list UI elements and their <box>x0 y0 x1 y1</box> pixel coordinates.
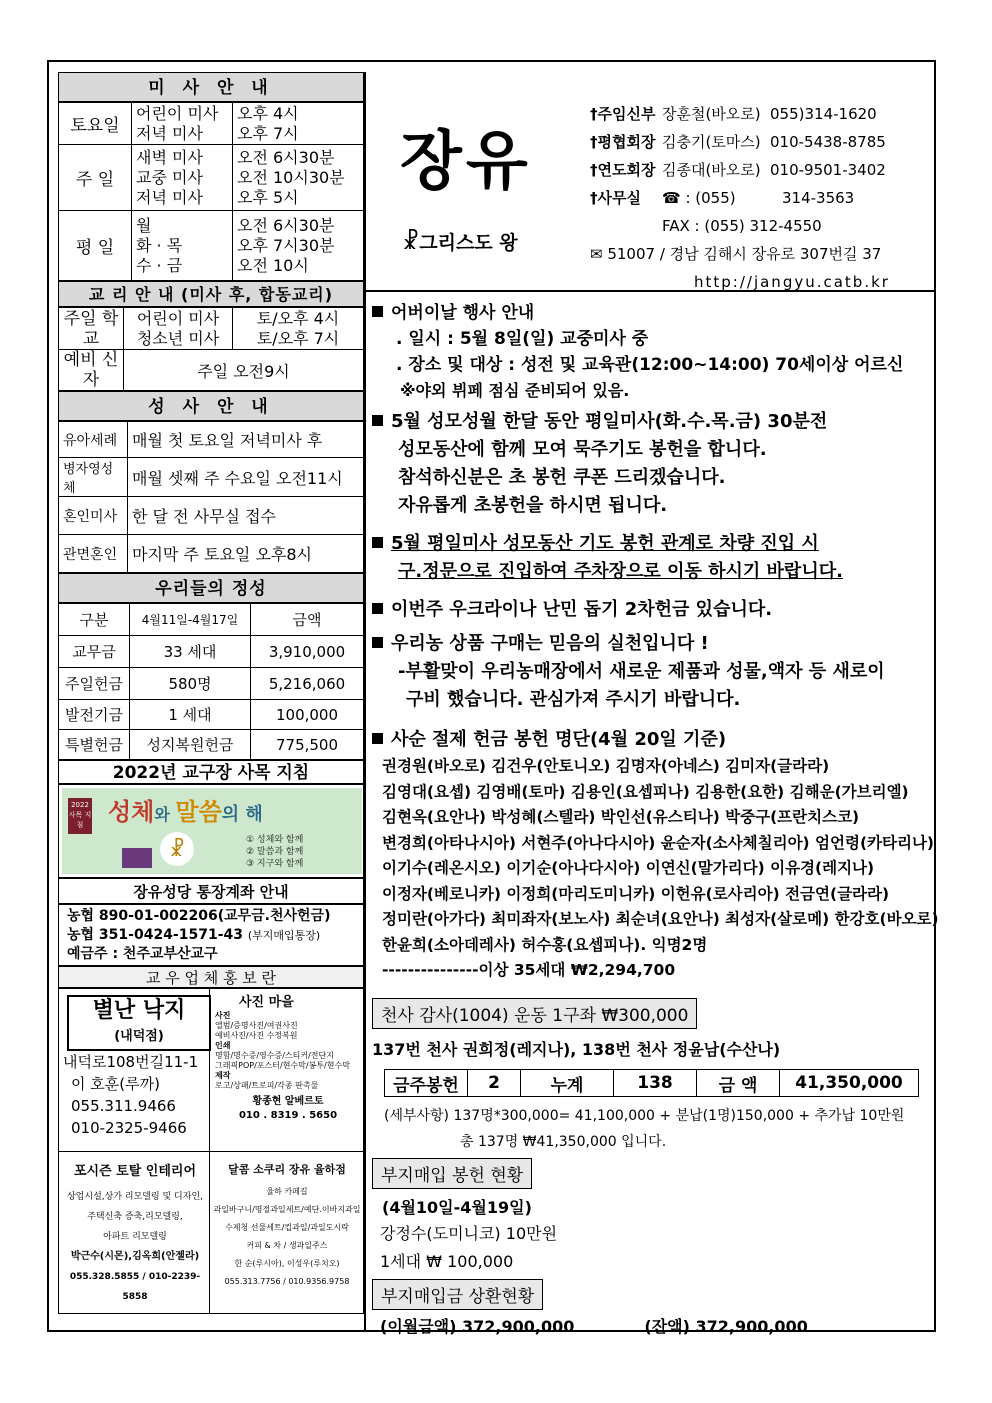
contact-row: †평협회장 김충기(토마스) 010-5438-8785 <box>590 133 886 151</box>
ad-restaurant: 별난 낙지 (내덕점) <box>67 995 211 1051</box>
contact-row: †연도회장 김종대(바오로) 010-9501-3402 <box>590 161 886 179</box>
ads-area: 별난 낙지 (내덕점) 내덕로108번길11-1 이 호훈(루까) 055.311.9466 010-2325-9466 사진 마을 사진 앨범/증명사진/여권사진 예비사진/사진 수정복원 인쇄 명함/명수증/영수증/스티커/전단지 그래픽POP/포스터/현수막/봉투/현수막 제작 로고/상패/트로피/각종 판촉물 황종현 알베르토 010 . 8319 . 5650 포시즌 토탈 인테리어 상업시설,상가 리모델링 및 디자인, 주택신축 증축,리모델링, 아파트 리모델링 박근수(시몬),김옥희(안젤라) 055.328.5855 / 010-2239-5858 달콤 소쿠리 장유 율하점 율하 카페길 과일바구니/명절과일세트/예단.이바지과일 수제청 선물세트/컵과일/과일도시락 커피 & 차 / 생과일주스 한 순(루시아), 이성우(루치오) 055.313.7756 / 010.9356.9758 <box>58 988 364 1314</box>
notice-lent-offering: 사순 절제 헌금 봉헌 명단(4월 20일 기준) 권경원(바오로) 김건우(안토니오) 김명자(아네스) 김미자(글라라) 김영대(요셉) 김영배(토마) 김용인(요셉피나) 김용한(요한) 김해운(가브리엘) 김현옥(요안나) 박성혜(스텔라) 박인선(유스티나) 박중구(프란치스코) 변경희(아타나시아) 서현주(아나다시아) 윤순자(소사체칠리아) 엄언령(카타리나) 이기수(레온시오) 이기순(아나다시아) 이연신(말가리다) 이유경(레지나) 이정자(베로니카) 이정희(마리도미니카) 이헌유(로사리아) 전금연(글라라) 정미란(아가다) 최미좌자(보노사) 최순녀(요안나) 최성자(살로메) 한강호(바오로) 한윤희(소아데레사) 허수홍(요셉피나). 익명2명 ---------------이상 35세대 ₩2,294,700 <box>372 726 928 984</box>
chi-rho-icon: ☧ <box>402 230 420 255</box>
column-divider <box>364 72 366 1332</box>
ad-photo: 사진 마을 사진 앨범/증명사진/여권사진 예비사진/사진 수정복원 인쇄 명함/명수증/영수증/스티커/전단지 그래픽POP/포스터/현수막/봉투/현수막 제작 로고/상패/트로피/각종 판촉물 황종현 알베르토 010 . 8319 . 5650 <box>215 995 350 1121</box>
mass-table: 토요일 어린이 미사 저녁 미사 오후 4시 오후 7시 주 일 새벽 미사 교중 미사 저녁 미사 오전 6시30분 오전 10시30분 오후 5시 평 일 월 화 · 목 수 · 금 오전 6시30분 오후 7시30분 오전 10시 <box>58 102 364 281</box>
ad-fruit-shop: 달콤 소쿠리 장유 율하점 율하 카페길 과일바구니/명절과일세트/예단.이바지과일 수제청 선물세트/컵과일/과일도시락 커피 & 차 / 생과일주스 한 순(루시아), 이성우(루치오) 055.313.7756 / 010.9356.9758 <box>213 1163 361 1286</box>
notice-parking: 5월 평일미사 성모동산 기도 봉헌 관계로 차량 진입 시 구.정문으로 진입하여 주차장으로 이동 하시기 바랍니다. <box>372 530 928 586</box>
notice-may-rosary: 5월 성모성월 한달 동안 평일미사(화.수.목.금) 30분전 성모동산에 함께 모여 묵주기도 봉헌을 합니다. 참석하신분은 초 봉헌 쿠폰 드리겠습니다. 자유롭게 초봉헌을 하시면 됩니다. <box>372 408 928 520</box>
square-bullet-icon <box>372 537 383 548</box>
bulletin-title: 장유 <box>400 125 532 199</box>
mass-title: 미 사 안 내 <box>58 72 364 102</box>
square-bullet-icon <box>372 637 383 648</box>
land-purchase: 부지매입 봉헌 현황 (4월10일-4월19일) 강정수(도미니코) 10만원 1세대 ₩ 100,000 부지매입금 상환현황 (이월금액) 372,900,000 (잔액) 372,900,000 <box>372 1158 928 1340</box>
offering-table: 구분 4월11일-4월17일 금액 교무금 33 세대 3,910,000 주일헌금 580명 5,216,060 발전기금 1 세대 100,000 특별헌금 성지복원헌금 775,500 <box>58 603 364 760</box>
notice-parents-day: 어버이날 행사 안내 . 일시 : 5월 8일(일) 교중미사 중 . 장소 및 대상 : 성전 및 교육관(12:00~14:00) 70세이상 어르신 ※야외 뷔페 점심 준비되어 있음. <box>372 300 928 404</box>
address: ✉ 51007 / 경남 김해시 장유로 307번길 37 <box>590 245 882 263</box>
square-bullet-icon <box>372 603 383 614</box>
ad-interior: 포시즌 토탈 인테리어 상업시설,상가 리모델링 및 디자인, 주택신축 증축,리모델링, 아파트 리모델링 박근수(시몬),김옥희(안젤라) 055.328.5855 / 010-2239-5858 <box>66 1164 204 1302</box>
host-icon: ☧ <box>160 832 194 866</box>
square-bullet-icon <box>372 733 383 744</box>
sacrament-title: 성 사 안 내 <box>58 391 364 421</box>
account-info: 농협 890-01-002206(교무금.천사헌금) 농협 351-0424-1571-43 (부지매입통장) 예금주 : 천주교부산교구 <box>58 904 364 966</box>
notice-ukraine: 이번주 우크라이나 난민 돕기 2차헌금 있습니다. <box>372 596 928 624</box>
contact-info <box>590 100 930 296</box>
catechism-title: 교 리 안 내 (미사 후, 합동교리) <box>58 281 364 307</box>
angel-total-table: 금주봉헌 2 누계 138 금 액 41,350,000 <box>384 1069 919 1097</box>
pastoral-title: 2022년 교구장 사목 지침 <box>58 760 364 784</box>
account-title: 장유성당 통장계좌 안내 <box>58 878 364 904</box>
angel-campaign: 천사 감사(1004) 운동 1구좌 ₩300,000 137번 천사 권희정(레지나), 138번 천사 정윤남(수산나) 금주봉헌 2 누계 138 금 액 41,350,000 (세부사항) 137명*300,000= 41,100,000 + 분납(1명)150,000 + 추가납 10만원 총 137명 ₩41,350,000 입니다. <box>372 998 928 1155</box>
mail-icon: ✉ <box>590 245 608 263</box>
sacrament-table: 유아세례 매월 첫 토요일 저녁미사 후 병자영성체 매월 셋째 주 수요일 오전11시 혼인미사 한 달 전 사무실 접수 관면혼인 마지막 주 토요일 오후8시 <box>58 421 364 573</box>
grapes-icon <box>122 848 152 868</box>
ads-title: 교 우 업 체 홍 보 란 <box>58 966 364 988</box>
square-bullet-icon <box>372 306 383 317</box>
catechism-table: 주일 학교 어린이 미사 청소년 미사 토/오후 4시 토/오후 7시 예비 신자 주일 오전9시 <box>58 307 364 391</box>
square-bullet-icon <box>372 415 383 426</box>
fax: FAX : (055) 312-4550 <box>662 217 822 235</box>
pastoral-banner: 2022 사목 지침 성체와 말씀의 해 ☧ ① 성체와 함께 ② 말씀과 함께 ③ 지구와 함께 <box>58 784 364 878</box>
website-url[interactable]: http://jangyu.catb.kr <box>694 273 890 291</box>
offering-title: 우리들의 정성 <box>58 573 364 603</box>
left-column <box>58 72 364 1314</box>
bulletin-subtitle: ☧그리스도 왕 <box>402 230 518 255</box>
donor-list: 권경원(바오로) 김건우(안토니오) 김명자(아네스) 김미자(글라라) 김영대(요셉) 김영배(토마) 김용인(요셉피나) 김용한(요한) 김해운(가브리엘) 김현옥(요안나) 박성혜(스텔라) 박인선(유스티나) 박중구(프란치스코) 변경희(아타나시아) 서현주(아나다시아) 윤순자(소사체칠리아) 엄언령(카타리나) 이기수(레온시오) 이기순(아나다시아) 이연신(말가리다) 이유경(레지나) 이정자(베로니카) 이정희(마리도미니카) 이헌유(로사리아) 전금연(글라라) 정미란(아가다) 최미좌자(보노사) 최순녀(요안나) 최성자(살로메) 한강호(바오로) 한윤희(소아데레사) 허수홍(요셉피나). 익명2명 ---------------이상 35세대 ₩2,294,700 <box>382 757 939 979</box>
notice-woorinong: 우리농 상품 구매는 믿음의 실천입니다 ! -부활맞이 우리농매장에서 새로운 제품과 성물,액자 등 새로이 구비 했습니다. 관심가져 주시기 바랍니다. <box>372 630 928 714</box>
contact-row: †사무실 ☎ : (055) 314-3563 <box>590 189 855 207</box>
contact-row: †주임신부 장훈철(바오로) 055)314-1620 <box>590 105 877 123</box>
